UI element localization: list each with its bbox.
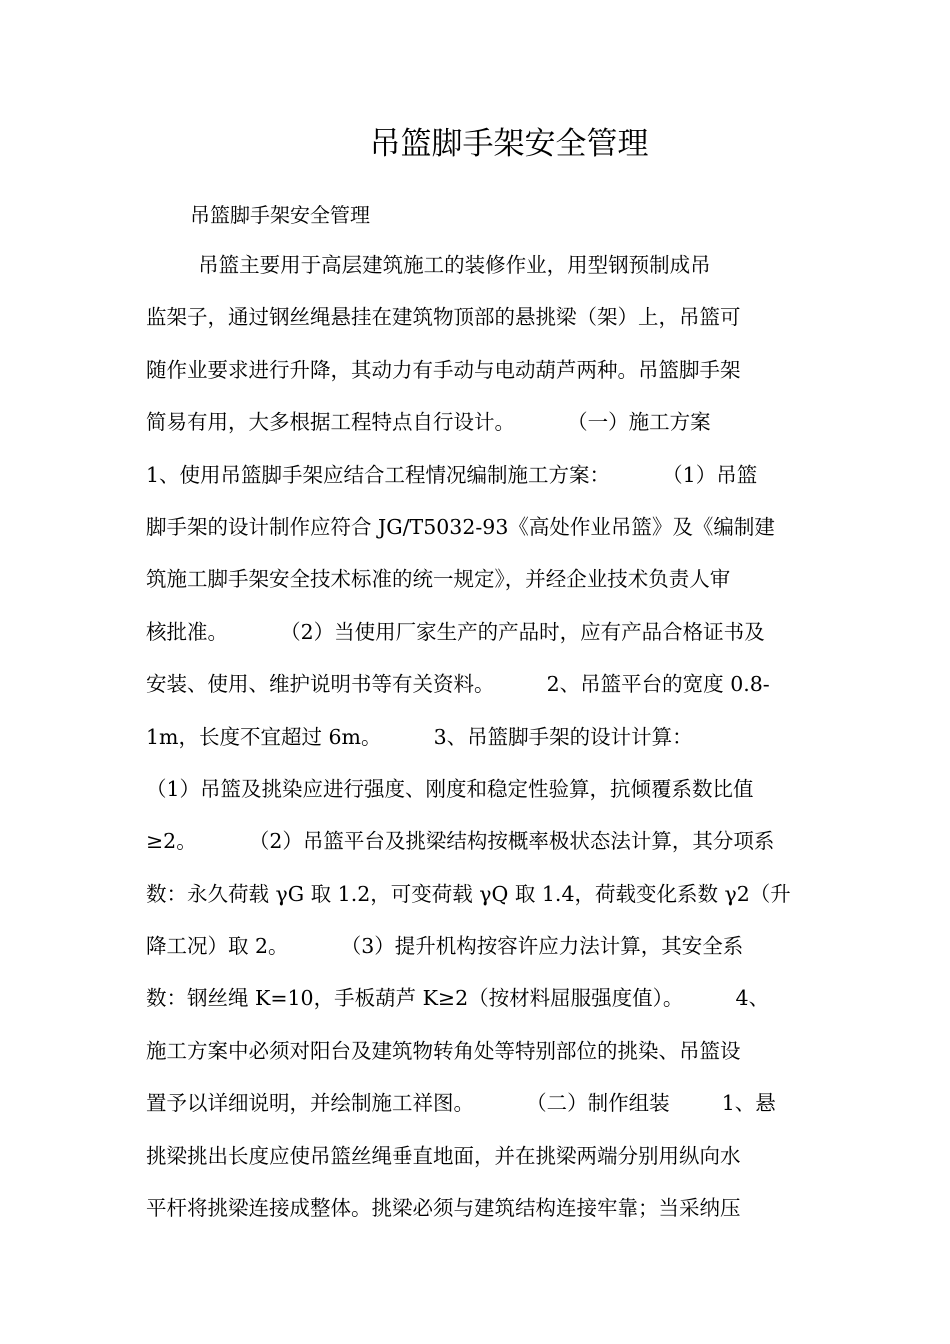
body-line: 筑施工脚手架安全技术标准的统一规定》，并经企业技术负责人审 bbox=[146, 567, 731, 592]
body-line: 吊篮主要用于高层建筑施工的装修作业，用型钢预制成吊 bbox=[146, 253, 711, 277]
body-line: 置予以详细说明，并绘制施工祥图。 （二）制作组装 1、悬 bbox=[146, 1091, 776, 1116]
body-line: 数：永久荷载 γG 取 1.2，可变荷载 γQ 取 1.4，荷载变化系数 γ2（升 bbox=[146, 881, 791, 906]
body-line: 1、使用吊篮脚手架应结合工程情况编制施工方案： （1）吊篮 bbox=[146, 462, 758, 487]
body-line: ≥2。 （2）吊篮平台及挑梁结构按概率极状态法计算，其分项系 bbox=[146, 829, 775, 854]
body-line: 挑梁挑出长度应使吊篮丝绳垂直地面，并在挑梁两端分别用纵向水 bbox=[146, 1143, 741, 1168]
document-subtitle: 吊篮脚手架安全管理 bbox=[190, 203, 370, 227]
body-line: 简易有用，大多根据工程特点自行设计。 （一）施工方案 bbox=[146, 410, 711, 435]
body-line: 降工况）取 2。 （3）提升机构按容许应力法计算，其安全系 bbox=[146, 934, 744, 959]
body-line: 施工方案中必须对阳台及建筑物转角处等特别部位的挑染、吊篮设 bbox=[146, 1038, 741, 1063]
body-line: （1）吊篮及挑染应进行强度、刚度和稳定性验算，抗倾覆系数比值 bbox=[146, 776, 754, 801]
document-title: 吊篮脚手架安全管理 bbox=[369, 126, 649, 162]
body-line: 脚手架的设计制作应符合 JG/T5032-93《高处作业吊篮》及《编制建 bbox=[146, 514, 775, 539]
body-line: 平杆将挑梁连接成整体。挑梁必须与建筑结构连接牢靠；当采纳压 bbox=[146, 1196, 741, 1221]
body-line: 随作业要求进行升降，其动力有手动与电动葫芦两种。吊篮脚手架 bbox=[146, 357, 741, 382]
body-line: 监架子，通过钢丝绳悬挂在建筑物顶部的悬挑梁（架）上，吊篮可 bbox=[146, 305, 741, 330]
document-body bbox=[146, 250, 826, 1245]
body-line: 核批准。 （2）当使用厂家生产的产品时，应有产品合格证书及 bbox=[146, 619, 765, 644]
body-line: 安装、使用、维护说明书等有关资料。 2、吊篮平台的宽度 0.8- bbox=[146, 672, 770, 697]
body-line: 1m，长度不宜超过 6m。 3、吊篮脚手架的设计计算： bbox=[146, 724, 693, 749]
body-line: 数：钢丝绳 K=10，手板葫芦 K≥2（按材料屈服强度值）。 4、 bbox=[146, 986, 770, 1011]
